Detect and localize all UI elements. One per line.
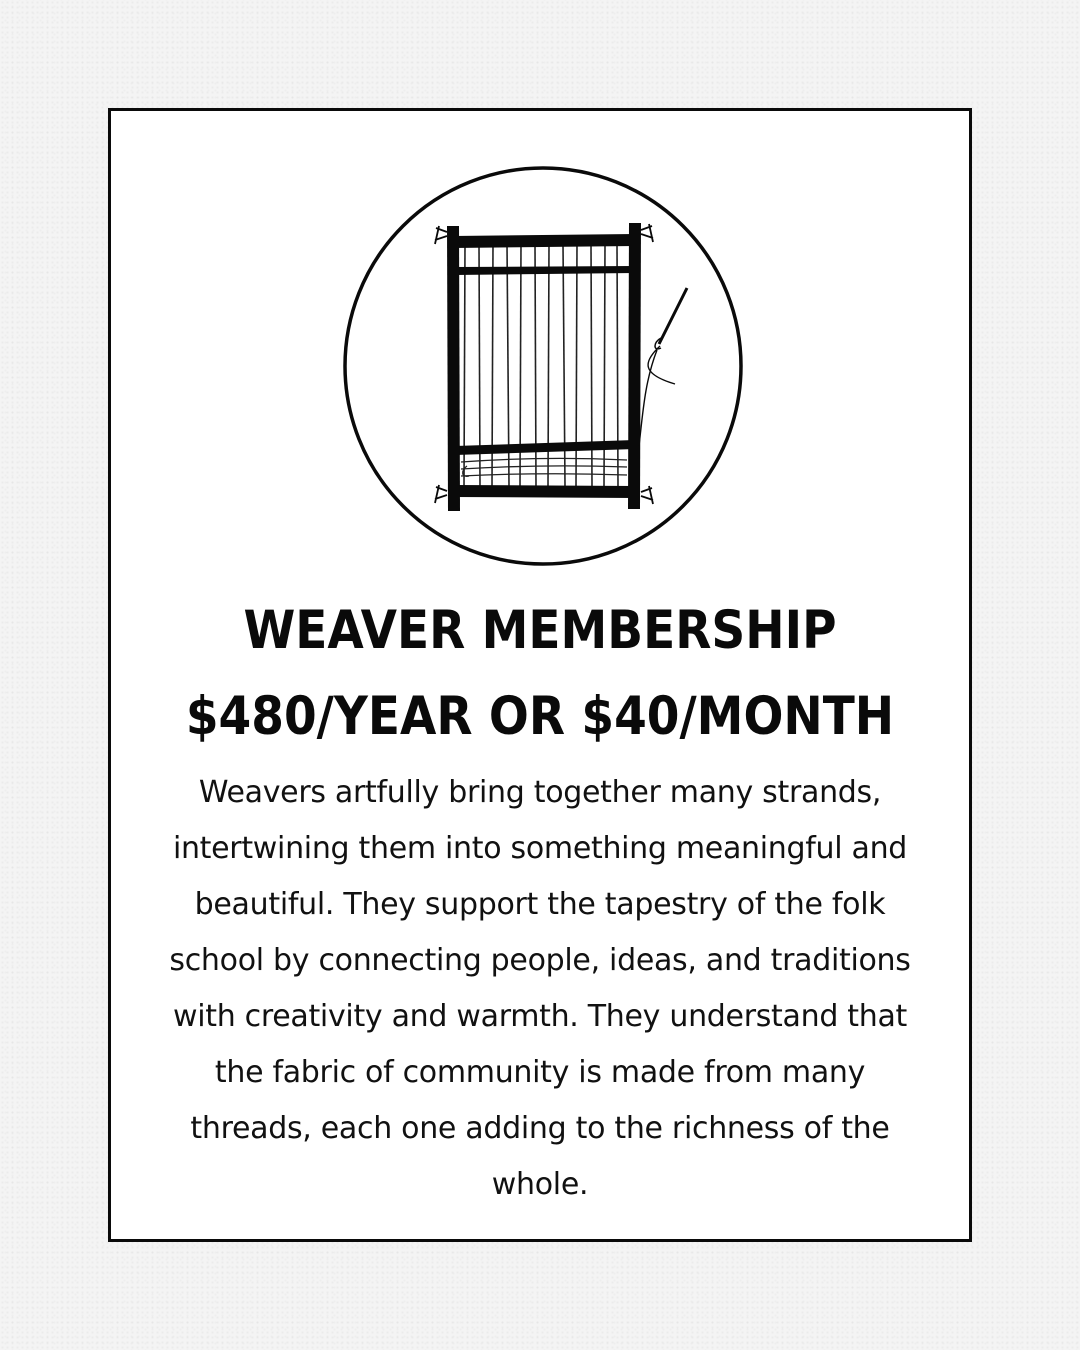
loom-emblem xyxy=(343,166,743,566)
membership-description: Weavers artfully bring together many strands, intertwining them into something meaningful and beautiful. They support the tapestry of the folk school by connecting people, ideas, and traditions with creativity and warmth. They understand that the fabric of community is made from many threads, each one adding to the richness of the whole. xyxy=(169,775,911,1202)
membership-card xyxy=(108,108,972,1242)
membership-title: WEAVER MEMBERSHIP xyxy=(243,599,837,662)
membership-price: $480/YEAR OR $40/MONTH xyxy=(185,685,895,748)
loom-icon xyxy=(343,166,743,566)
